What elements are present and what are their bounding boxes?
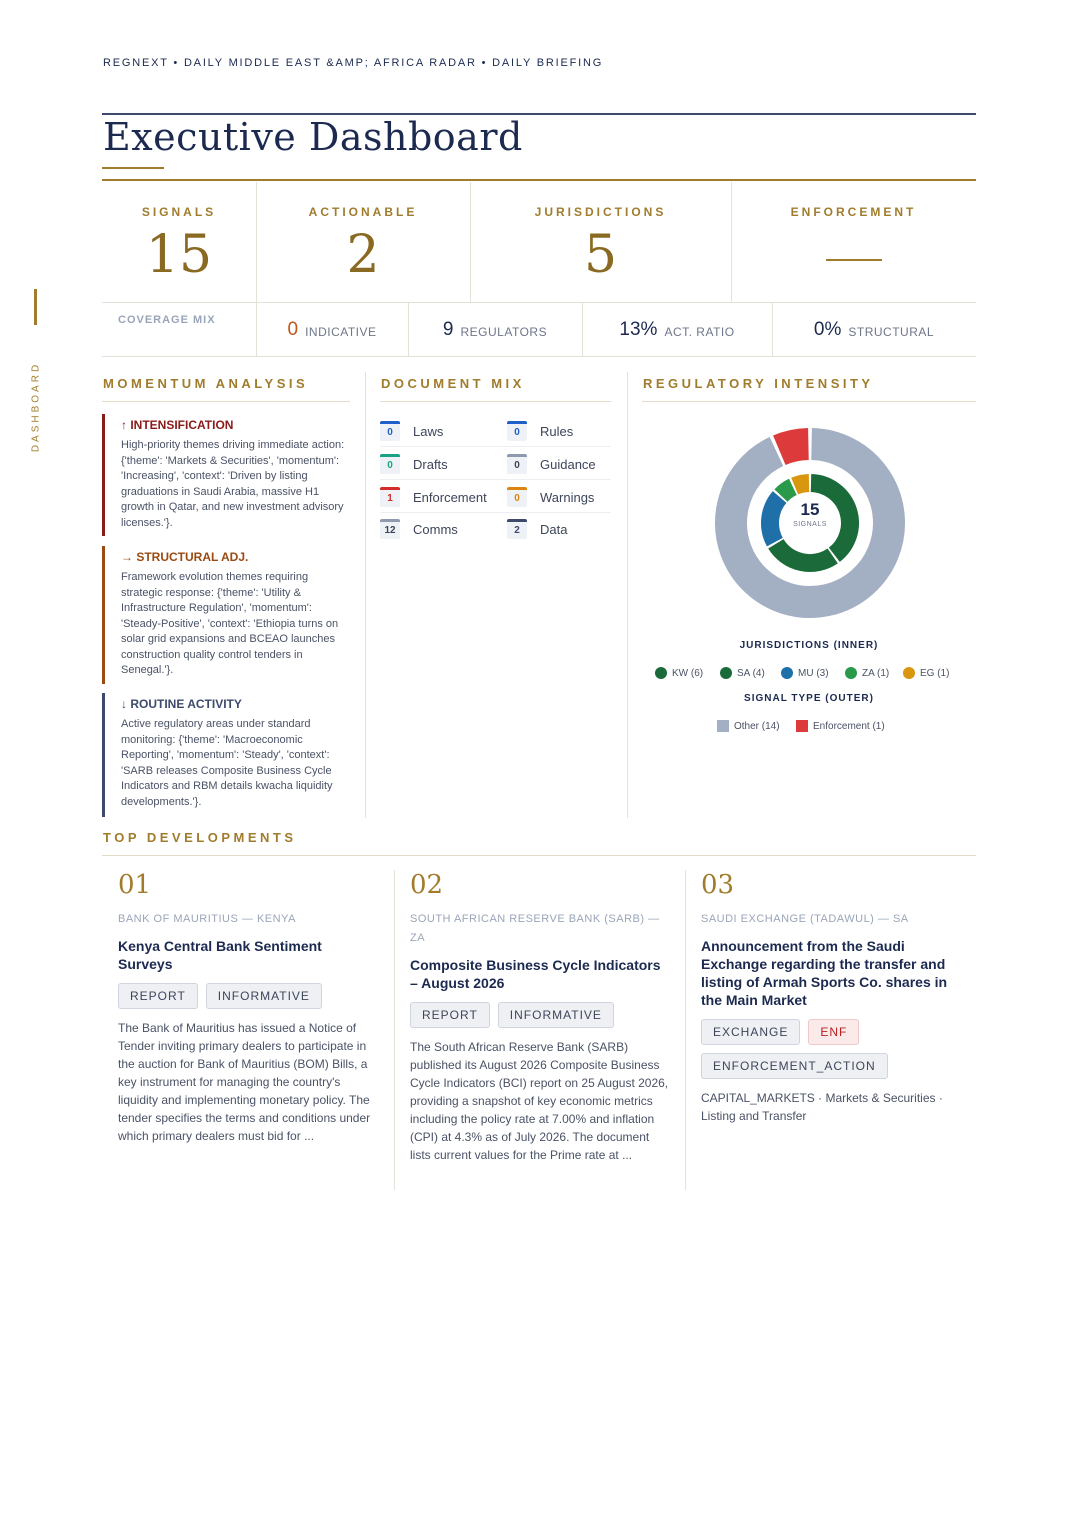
momentum-text: Framework evolution themes requiring strategic response: {'theme': 'Utility & Infrastructure Regulation', 'momentum': 'Steady-Positive', 'context': 'Ethiopia turns on solar grid expansions and BCEAO launches construction quality control tenders in Senegal.'}. — [121, 571, 339, 676]
legend-label: Enforcement (1) — [813, 720, 885, 732]
kpi-actionable — [256, 182, 470, 302]
column-divider — [394, 870, 395, 1190]
column-divider — [365, 372, 366, 818]
card-body: The Bank of Mauritius has issued a Notice of Tender inviting primary dealers to participate in the auction for Bank of Mauritius (BOM) Bills, a key instrument for managing the country's liquidity and implementing monetary policy. The tender specifies the terms and conditions under which primary dealers must bid for ... — [118, 1021, 371, 1143]
card-body: The South African Reserve Bank (SARB) published its August 2026 Composite Business Cycle Indicators (BCI) report on 25 August 2026, providing a snapshot of key economic metrics including the policy rate at 7.00% and inflation (CPI) at 4.3% as of July 2026. The document lists current values for the Prime rate at ... — [410, 1040, 669, 1162]
doc-name: Rules — [540, 423, 574, 439]
card-title[interactable]: Kenya Central Bank Sentiment Surveys — [118, 938, 322, 972]
coverage-value: 9 — [442, 319, 454, 340]
legend-swatch — [903, 667, 915, 679]
inner-legend-item — [655, 667, 703, 679]
momentum-intensification — [102, 414, 350, 536]
section-rule — [380, 401, 611, 402]
header-rule — [102, 179, 976, 181]
doc-count-badge: 12 — [380, 519, 400, 539]
card-body: CAPITAL_MARKETS · Markets & Securities · Listing and Transfer — [701, 1091, 943, 1123]
momentum-text: Active regulatory areas under standard monitoring: {'theme': 'Macroeconomic Reporting', 'momentum': 'Steady', 'context': 'SARB releases Composite Business Cycle Indicators and RBM details kwacha liquidity developments.'}. — [121, 718, 333, 808]
kpi-value: 15 — [145, 225, 213, 285]
coverage-mix-label: COVERAGE MIX — [118, 314, 216, 326]
legend-label: MU (3) — [798, 667, 829, 679]
kpi-label: ACTIONABLE — [308, 205, 418, 219]
section-rule — [102, 855, 976, 856]
divider — [256, 182, 257, 302]
tag-informative: INFORMATIVE — [498, 1002, 614, 1028]
row-rule — [380, 446, 611, 447]
top-developments-heading: TOP DEVELOPMENTS — [103, 830, 297, 845]
doc-count-badge: 1 — [380, 487, 400, 507]
card-number: 01 — [118, 870, 152, 900]
divider — [102, 356, 976, 357]
divider — [582, 303, 583, 357]
doc-item-enforcement — [380, 487, 487, 507]
coverage-label: ACT. RATIO — [664, 325, 735, 339]
card-number: 02 — [410, 870, 444, 900]
kpi-value: 2 — [346, 225, 380, 285]
section-rule — [642, 401, 976, 402]
card-tags — [410, 1002, 672, 1028]
momentum-text: High-priority themes driving immediate action: {'theme': 'Markets & Securities', 'momentum': 'Increasing', 'context': 'Driven by listing graduations in Saudi Arabia, massive H1 growth in Qatar, and new investment advisory licenses.'}. — [121, 439, 345, 529]
development-card-2[interactable] — [410, 870, 672, 1164]
card-title[interactable]: Announcement from the Saudi Exchange regarding the transfer and listing of Armah Sports Co. shares in the Main Market — [701, 938, 948, 1008]
inner-legend-item — [903, 667, 949, 679]
legend-label: KW (6) — [672, 667, 704, 679]
kpi-empty-dash — [826, 259, 882, 261]
doc-item-data — [507, 519, 567, 539]
doc-count-badge: 0 — [507, 487, 527, 507]
doc-count-badge: 0 — [380, 421, 400, 441]
card-tags — [701, 1019, 963, 1079]
inner-legend-heading: JURISDICTIONS (INNER) — [739, 640, 879, 651]
outer-legend-item — [717, 720, 780, 732]
legend-swatch — [655, 667, 667, 679]
legend-label: EG (1) — [920, 667, 950, 679]
divider — [408, 303, 409, 357]
column-divider — [627, 372, 628, 818]
card-number: 03 — [701, 870, 735, 900]
donut-center-value: 15 — [800, 500, 820, 519]
momentum-title: ↑ INTENSIFICATION — [121, 418, 234, 432]
doc-name: Warnings — [540, 489, 595, 505]
doc-name: Guidance — [540, 456, 596, 472]
kpi-label: ENFORCEMENT — [790, 205, 917, 219]
divider — [470, 182, 471, 302]
momentum-heading: MOMENTUM ANALYSIS — [103, 376, 309, 391]
legend-swatch — [781, 667, 793, 679]
tag-exchange: EXCHANGE — [701, 1019, 800, 1045]
tag-report: REPORT — [118, 983, 198, 1009]
section-rule — [102, 401, 350, 402]
coverage-structural — [772, 303, 976, 357]
card-tags — [118, 983, 380, 1009]
divider — [772, 303, 773, 357]
doc-item-drafts — [380, 454, 448, 474]
legend-swatch — [796, 720, 808, 732]
tag-report: REPORT — [410, 1002, 490, 1028]
momentum-structural — [102, 546, 350, 684]
donut-center — [770, 500, 850, 528]
outer-legend-item — [796, 720, 885, 732]
legend-swatch — [717, 720, 729, 732]
doc-count-badge: 0 — [507, 454, 527, 474]
coverage-regulators — [408, 303, 582, 357]
inner-legend-item — [781, 667, 829, 679]
doc-item-comms — [380, 519, 458, 539]
momentum-title: ↓ ROUTINE ACTIVITY — [121, 697, 242, 711]
doc-item-laws — [380, 421, 443, 441]
kpi-value: 5 — [583, 225, 618, 285]
side-accent-bar — [34, 289, 37, 325]
momentum-title: → STRUCTURAL ADJ. — [121, 550, 249, 564]
development-card-1[interactable] — [118, 870, 380, 1145]
coverage-value: 13% — [619, 319, 658, 340]
legend-label: SA (4) — [737, 667, 765, 679]
doc-name: Comms — [413, 521, 458, 537]
coverage-value: 0% — [813, 319, 842, 340]
coverage-value: 0 — [287, 319, 299, 340]
doc-item-rules — [507, 421, 573, 441]
title-underline — [102, 167, 164, 169]
coverage-label: INDICATIVE — [305, 325, 377, 339]
doc-item-warnings — [507, 487, 594, 507]
development-card-3[interactable] — [701, 870, 963, 1125]
breadcrumb: REGNEXT • DAILY MIDDLE EAST &AMP; AFRICA RADAR • DAILY BRIEFING — [103, 57, 604, 69]
momentum-routine — [102, 693, 350, 817]
inner-slice-4 — [795, 483, 809, 486]
kpi-jurisdictions — [470, 182, 731, 302]
row-rule — [380, 512, 611, 513]
doc-name: Drafts — [413, 456, 448, 472]
doc-name: Data — [540, 521, 568, 537]
doc-name: Enforcement — [413, 489, 487, 505]
kpi-label: JURISDICTIONS — [534, 205, 667, 219]
document-mix-heading: DOCUMENT MIX — [381, 376, 525, 391]
kpi-enforcement — [731, 182, 976, 302]
outer-legend-heading: SIGNAL TYPE (OUTER) — [744, 693, 874, 704]
coverage-indicative — [256, 303, 408, 357]
inner-legend-item — [845, 667, 889, 679]
outer-slice-0 — [779, 444, 808, 450]
intensity-heading: REGULATORY INTENSITY — [643, 376, 874, 391]
column-divider — [685, 870, 686, 1190]
card-title[interactable]: Composite Business Cycle Indicators – August 2026 — [410, 957, 661, 991]
row-rule — [380, 479, 611, 480]
inner-legend-item — [720, 667, 765, 679]
side-section-label: DASHBOARD — [30, 361, 42, 453]
legend-swatch — [845, 667, 857, 679]
donut-center-label: SIGNALS — [793, 521, 827, 528]
legend-swatch — [720, 667, 732, 679]
kpi-label: SIGNALS — [141, 205, 217, 219]
card-source: SAUDI EXCHANGE (TADAWUL) — SA — [701, 913, 909, 925]
coverage-act-ratio — [582, 303, 772, 357]
tag-enf: ENF — [808, 1019, 859, 1045]
tag-enforcement-action: ENFORCEMENT_ACTION — [701, 1053, 888, 1079]
doc-count-badge: 0 — [380, 454, 400, 474]
kpi-signals — [102, 182, 256, 302]
tag-informative: INFORMATIVE — [206, 983, 322, 1009]
doc-item-guidance — [507, 454, 596, 474]
page-title: Executive Dashboard — [103, 115, 523, 159]
coverage-label: STRUCTURAL — [848, 325, 935, 339]
card-source: BANK OF MAURITIUS — KENYA — [118, 913, 296, 925]
inner-slice-3 — [781, 487, 793, 496]
coverage-label: REGULATORS — [460, 325, 548, 339]
doc-count-badge: 0 — [507, 421, 527, 441]
doc-count-badge: 2 — [507, 519, 527, 539]
card-source: SOUTH AFRICAN RESERVE BANK (SARB) — ZA — [410, 913, 660, 944]
legend-label: ZA (1) — [862, 667, 890, 679]
legend-label: Other (14) — [734, 720, 780, 732]
doc-name: Laws — [413, 423, 444, 439]
divider — [256, 303, 257, 357]
divider — [731, 182, 732, 302]
